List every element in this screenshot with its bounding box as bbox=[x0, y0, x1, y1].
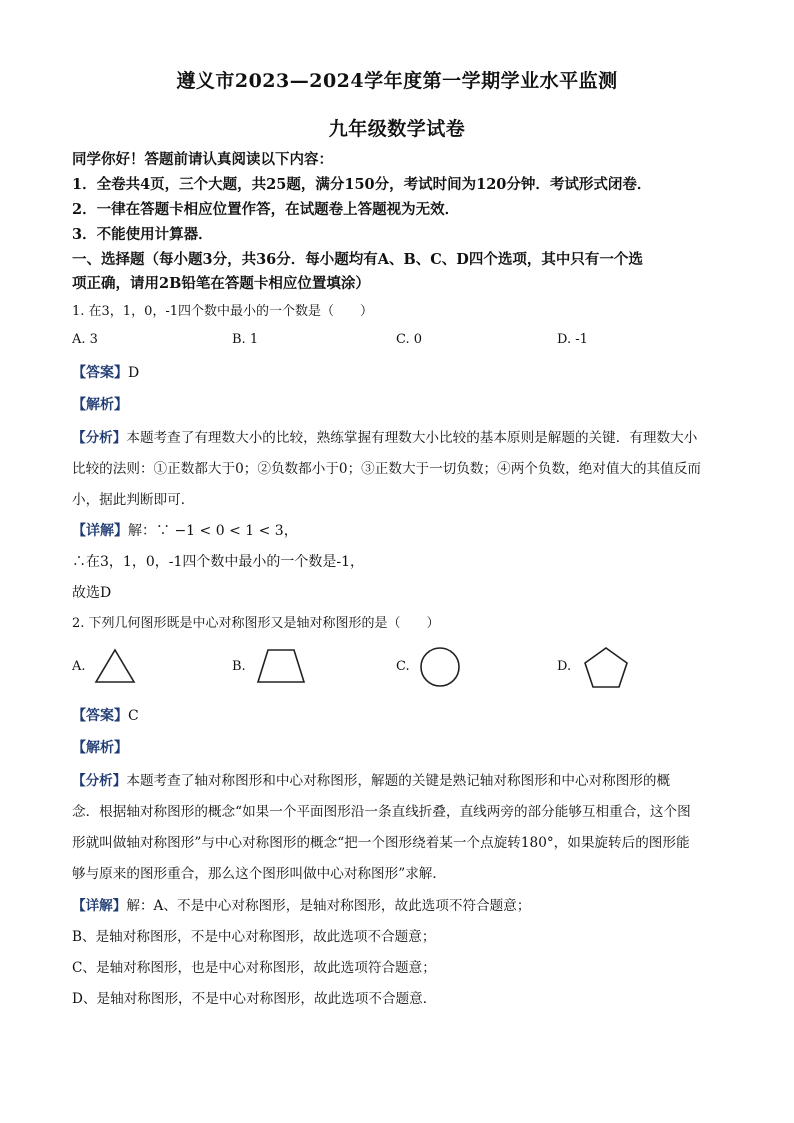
analysis-tag: 【解析】 bbox=[72, 740, 128, 756]
instruction-greeting: 同学你好！答题前请认真阅读以下内容： bbox=[72, 151, 333, 168]
question-1-stem: 1. 在3，1，0，-1四个数中最小的一个数是（ ） bbox=[72, 304, 374, 319]
question-1-detail-line-1 bbox=[72, 520, 298, 540]
question-1-analysis bbox=[72, 394, 128, 414]
question-2-answer bbox=[72, 705, 139, 725]
question-2-detail-line-3: C、是轴对称图形，也是中心对称图形，故此选项符合题意； bbox=[72, 960, 436, 976]
answer-tag: 【答案】 bbox=[72, 365, 128, 381]
question-1-fenxi-line-3: 小，据此判断即可． bbox=[72, 492, 195, 508]
pentagon-shape bbox=[582, 646, 630, 690]
fenxi-text: 本题考查了轴对称图形和中心对称图形，解题的关键是熟记轴对称图形和中心对称图形的概 bbox=[126, 773, 671, 789]
question-2-option-b-label: B. bbox=[232, 659, 246, 674]
question-2-fenxi-line-3: 形就叫做轴对称图形”与中心对称图形的概念“把一个图形绕着某一个点旋转180°，如果旋转后的图形能 bbox=[72, 835, 690, 851]
question-2-fenxi-line-1 bbox=[72, 769, 670, 789]
answer-value: D bbox=[128, 365, 140, 381]
fenxi-tag: 【分析】 bbox=[72, 773, 127, 789]
question-1-option-d: D. -1 bbox=[557, 332, 588, 347]
question-2-option-a-label: A. bbox=[72, 659, 86, 674]
section-heading-line-2: 项正确，请用2B铅笔在答题卡相应位置填涂） bbox=[72, 275, 370, 292]
trapezoid-shape bbox=[256, 648, 306, 684]
question-1-answer bbox=[72, 362, 139, 382]
detail-tag: 【详解】 bbox=[72, 898, 127, 914]
page-title: 遵义市2023—2024学年度第一学期学业水平监测 bbox=[176, 70, 618, 92]
detail-text: 解：∵ −1 < 0 < 1 < 3， bbox=[128, 523, 298, 539]
detail-tag: 【详解】 bbox=[72, 523, 128, 539]
question-1-fenxi-line-2: 比较的法则：①正数都大于0；②负数都小于0；③正数大于一切负数；④两个负数，绝对值大的其值反而 bbox=[72, 461, 702, 477]
question-2-analysis bbox=[72, 737, 128, 757]
page-subtitle: 九年级数学试卷 bbox=[328, 118, 466, 140]
question-2-fenxi-line-4: 够与原来的图形重合，那么这个图形叫做中心对称图形”求解． bbox=[72, 866, 446, 882]
answer-tag: 【答案】 bbox=[72, 708, 128, 724]
question-2-option-c-label: C. bbox=[396, 659, 410, 674]
analysis-tag: 【解析】 bbox=[72, 397, 128, 413]
instruction-item-1: 1．全卷共4页，三个大题，共25题，满分150分，考试时间为120分钟．考试形式闭卷． bbox=[72, 176, 652, 193]
question-1-detail-line-2: ∴在3，1，0，-1四个数中最小的一个数是-1， bbox=[72, 554, 364, 570]
circle-shape bbox=[419, 646, 461, 688]
question-1-option-a: A. 3 bbox=[72, 332, 98, 347]
question-1-fenxi-line-1 bbox=[72, 426, 697, 446]
fenxi-tag: 【分析】 bbox=[72, 430, 127, 446]
question-1-option-c: C. 0 bbox=[396, 332, 423, 347]
fenxi-text: 本题考查了有理数大小的比较，熟练掌握有理数大小比较的基本原则是解题的关键．有理数大小 bbox=[126, 430, 698, 446]
triangle-shape bbox=[94, 648, 136, 684]
instruction-item-2: 2．一律在答题卡相应位置作答，在试题卷上答题视为无效． bbox=[72, 201, 460, 218]
question-1-option-b: B. 1 bbox=[232, 332, 259, 347]
question-2-fenxi-line-2: 念．根据轴对称图形的概念“如果一个平面图形沿一条直线折叠，直线两旁的部分能够互相重合，这个图 bbox=[72, 804, 691, 820]
question-2-detail-line-2: B、是轴对称图形，不是中心对称图形，故此选项不合题意； bbox=[72, 929, 436, 945]
question-2-option-d-label: D. bbox=[557, 659, 572, 674]
answer-value: C bbox=[128, 708, 139, 724]
detail-text: 解：A、不是中心对称图形，是轴对称图形，故此选项不符合题意； bbox=[126, 898, 531, 914]
question-2-stem: 2. 下列几何图形既是中心对称图形又是轴对称图形的是（ ） bbox=[72, 616, 440, 631]
instruction-item-3: 3．不能使用计算器． bbox=[72, 226, 213, 243]
question-2-detail-line-1 bbox=[72, 894, 530, 914]
section-heading-line-1: 一、选择题（每小题3分，共36分．每小题均有A、B、C、D四个选项，其中只有一个选 bbox=[72, 251, 643, 268]
question-2-detail-line-4: D、是轴对称图形，不是中心对称图形，故此选项不合题意． bbox=[72, 991, 437, 1007]
question-1-detail-line-3: 故选D bbox=[72, 585, 112, 601]
